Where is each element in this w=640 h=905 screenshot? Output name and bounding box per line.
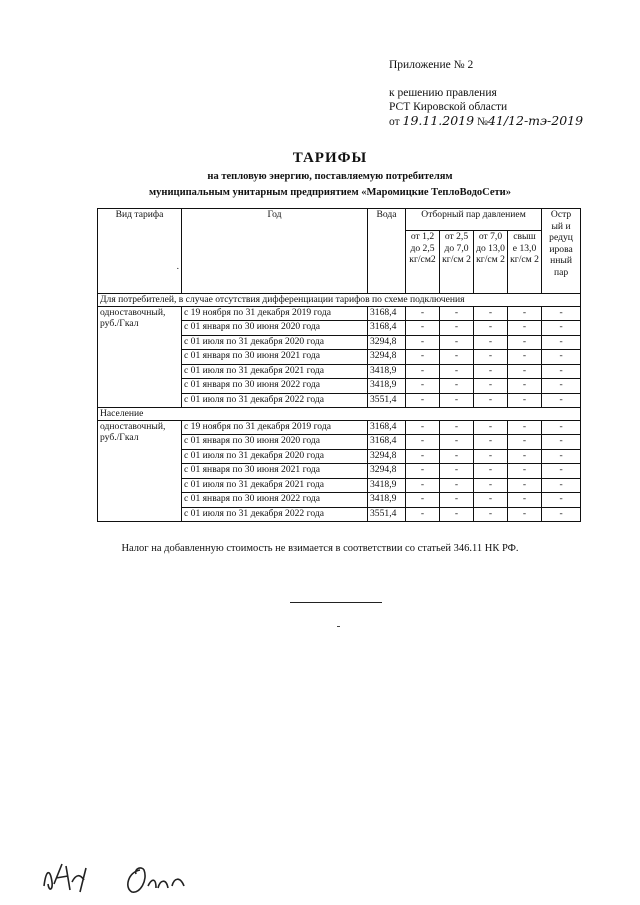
period-cell: с 01 января по 30 июня 2020 года — [182, 321, 368, 336]
p2-value: - — [440, 478, 474, 493]
sharp-value: - — [542, 435, 581, 450]
p2-value: - — [440, 321, 474, 336]
tariff-name: одноставочный, руб./Гкал — [98, 420, 182, 522]
header-sharp-steam: Остр ый и редуц ирова нный пар — [542, 209, 581, 294]
p1-value: - — [406, 393, 440, 408]
sharp-value: - — [542, 379, 581, 394]
p1-value: - — [406, 306, 440, 321]
sharp-value: - — [542, 393, 581, 408]
p4-value: - — [508, 449, 542, 464]
water-value: 3551,4 — [368, 507, 406, 522]
water-value: 3168,4 — [368, 435, 406, 450]
period-cell: с 01 июля по 31 декабря 2022 года — [182, 507, 368, 522]
title-block — [70, 150, 590, 199]
p4-value: - — [508, 350, 542, 365]
water-value: 3168,4 — [368, 420, 406, 435]
p1-value: - — [406, 478, 440, 493]
p1-value: - — [406, 493, 440, 508]
p4-value: - — [508, 435, 542, 450]
section-header: Население — [98, 408, 581, 421]
appendix-line2: РСТ Кировской области — [389, 101, 508, 113]
p3-value: - — [474, 435, 508, 450]
header-water: Вода — [368, 209, 406, 294]
header-mark: . — [176, 260, 179, 272]
water-value: 3294,8 — [368, 335, 406, 350]
header-tariff-type-label: Вид тарифа — [115, 209, 164, 220]
decision-date: 19.11.2019 — [402, 113, 475, 128]
p2-value: - — [440, 464, 474, 479]
appendix-date-line — [389, 114, 583, 129]
header-year: Год — [182, 209, 368, 294]
water-value: 3294,8 — [368, 449, 406, 464]
p1-value: - — [406, 335, 440, 350]
header-pressure-3: от 7,0 до 13,0 кг/см 2 — [474, 231, 508, 294]
p1-value: - — [406, 350, 440, 365]
p3-value: - — [474, 464, 508, 479]
p1-value: - — [406, 420, 440, 435]
tariff-table — [97, 208, 581, 522]
period-cell: с 01 июля по 31 декабря 2021 года — [182, 478, 368, 493]
sharp-value: - — [542, 464, 581, 479]
header-pressure-2: от 2,5 до 7,0 кг/см 2 — [440, 231, 474, 294]
period-cell: с 19 ноября по 31 декабря 2019 года — [182, 420, 368, 435]
p3-value: - — [474, 449, 508, 464]
p3-value: - — [474, 478, 508, 493]
p2-value: - — [440, 350, 474, 365]
water-value: 3168,4 — [368, 306, 406, 321]
water-value: 3294,8 — [368, 350, 406, 365]
p4-value: - — [508, 464, 542, 479]
p4-value: - — [508, 321, 542, 336]
sharp-value: - — [542, 350, 581, 365]
sharp-value: - — [542, 449, 581, 464]
p4-value: - — [508, 478, 542, 493]
p3-value: - — [474, 420, 508, 435]
p4-value: - — [508, 364, 542, 379]
sharp-value: - — [542, 364, 581, 379]
p2-value: - — [440, 435, 474, 450]
p2-value: - — [440, 335, 474, 350]
sharp-value: - — [542, 420, 581, 435]
p2-value: - — [440, 364, 474, 379]
p3-value: - — [474, 379, 508, 394]
p2-value: - — [440, 420, 474, 435]
p1-value: - — [406, 464, 440, 479]
decision-number: 41/12-тэ-2019 — [487, 113, 584, 128]
p1-value: - — [406, 507, 440, 522]
signature-2-icon — [122, 860, 192, 900]
p2-value: - — [440, 393, 474, 408]
sharp-value: - — [542, 335, 581, 350]
table-row — [98, 306, 581, 321]
p2-value: - — [440, 493, 474, 508]
header-steam: Отборный пар давлением — [406, 209, 542, 231]
period-cell: с 01 июля по 31 декабря 2020 года — [182, 335, 368, 350]
p2-value: - — [440, 507, 474, 522]
subtitle-line1: на тепловую энергию, поставляемую потребителям — [207, 171, 453, 182]
sharp-value: - — [542, 493, 581, 508]
p2-value: - — [440, 449, 474, 464]
p3-value: - — [474, 350, 508, 365]
table-row — [98, 420, 581, 435]
period-cell: с 01 января по 30 июня 2021 года — [182, 464, 368, 479]
tariff-table-body — [98, 294, 581, 522]
water-value: 3168,4 — [368, 321, 406, 336]
vat-note: Налог на добавленную стоимость не взимается в соответствии со статьей 346.11 НК РФ. — [121, 543, 519, 554]
header-tariff-type — [98, 209, 182, 294]
appendix-number: Приложение № 2 — [389, 59, 474, 71]
period-cell: с 01 июля по 31 декабря 2020 года — [182, 449, 368, 464]
p4-value: - — [508, 507, 542, 522]
sharp-value: - — [542, 306, 581, 321]
separator-line — [290, 602, 382, 603]
period-cell: с 01 января по 30 июня 2020 года — [182, 435, 368, 450]
p2-value: - — [440, 379, 474, 394]
p4-value: - — [508, 393, 542, 408]
section-header: Для потребителей, в случае отсутствия дифференциации тарифов по схеме подключения — [98, 294, 581, 307]
water-value: 3418,9 — [368, 364, 406, 379]
appendix-line1: к решению правления — [389, 87, 497, 99]
p4-value: - — [508, 335, 542, 350]
p2-value: - — [440, 306, 474, 321]
p3-value: - — [474, 306, 508, 321]
p1-value: - — [406, 449, 440, 464]
period-cell: с 01 января по 30 июня 2021 года — [182, 350, 368, 365]
p3-value: - — [474, 364, 508, 379]
p1-value: - — [406, 379, 440, 394]
p1-value: - — [406, 321, 440, 336]
water-value: 3418,9 — [368, 493, 406, 508]
water-value: 3551,4 — [368, 393, 406, 408]
water-value: 3294,8 — [368, 464, 406, 479]
p3-value: - — [474, 507, 508, 522]
p4-value: - — [508, 493, 542, 508]
header-pressure-4: свыш е 13,0 кг/см 2 — [508, 231, 542, 294]
p1-value: - — [406, 364, 440, 379]
sharp-value: - — [542, 478, 581, 493]
sharp-value: - — [542, 321, 581, 336]
p3-value: - — [474, 335, 508, 350]
signature-1-icon — [40, 860, 102, 900]
appendix-block — [389, 58, 583, 129]
sharp-value: - — [542, 507, 581, 522]
p3-value: - — [474, 393, 508, 408]
period-cell: с 01 июля по 31 декабря 2021 года — [182, 364, 368, 379]
number-label: № — [476, 116, 488, 128]
from-label: от — [389, 116, 400, 128]
p4-value: - — [508, 420, 542, 435]
p3-value: - — [474, 493, 508, 508]
period-cell: с 01 января по 30 июня 2022 года — [182, 379, 368, 394]
header-pressure-1: от 1,2 до 2,5 кг/см2 — [406, 231, 440, 294]
mark — [337, 626, 340, 627]
p3-value: - — [474, 321, 508, 336]
period-cell: с 19 ноября по 31 декабря 2019 года — [182, 306, 368, 321]
page-title: ТАРИФЫ — [292, 150, 368, 166]
p1-value: - — [406, 435, 440, 450]
p4-value: - — [508, 306, 542, 321]
p4-value: - — [508, 379, 542, 394]
period-cell: с 01 июля по 31 декабря 2022 года — [182, 393, 368, 408]
water-value: 3418,9 — [368, 379, 406, 394]
subtitle-line2: муниципальным унитарным предприятием «Маромицкие ТеплоВодоСети» — [149, 187, 511, 198]
water-value: 3418,9 — [368, 478, 406, 493]
period-cell: с 01 января по 30 июня 2022 года — [182, 493, 368, 508]
tariff-name: одноставочный, руб./Гкал — [98, 306, 182, 408]
